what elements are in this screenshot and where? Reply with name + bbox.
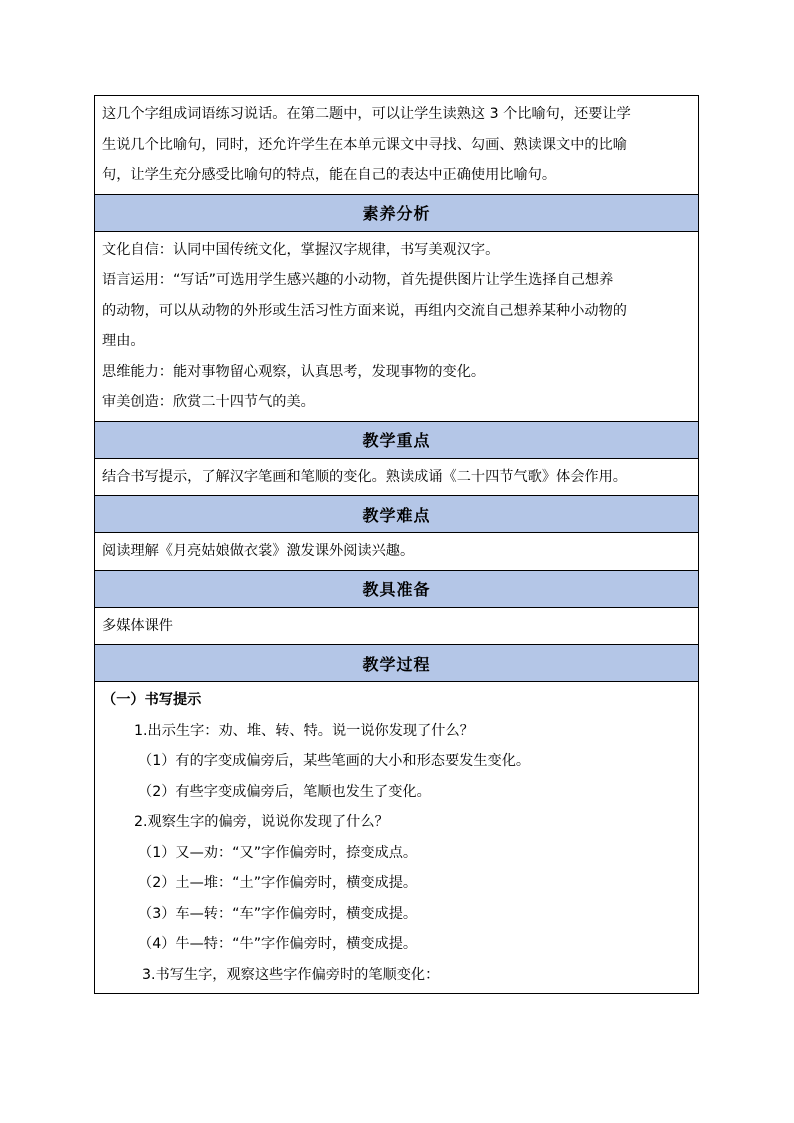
materials-text: 多媒体课件 xyxy=(102,617,173,634)
literacy-line: 思维能力：能对事物留心观察，认真思考，发现事物的变化。 xyxy=(102,363,486,380)
literacy-header: 素养分析 xyxy=(95,194,698,231)
process-item: （1）有的字变成偏旁后，某些笔画的大小和形态要发生变化。 xyxy=(138,753,531,769)
difficulties-text: 阅读理解《月亮姑娘做衣裳》激发课外阅读兴趣。 xyxy=(102,543,415,559)
key-points-text: 结合书写提示，了解汉字笔画和笔顺的变化。熟读成诵《二十四节气歌》体会作用。 xyxy=(102,468,627,485)
intro-line: 生说几个比喻句，同时，还允许学生在本单元课文中寻找、勾画、熟读课文中的比喻 xyxy=(102,136,627,153)
process-item: （2）有些字变成偏旁后，笔顺也发生了变化。 xyxy=(138,783,431,800)
literacy-line: 语言运用：“写话”可选用学生感兴趣的小动物，首先提供图片让学生选择自己想养 xyxy=(102,272,614,288)
literacy-line: 理由。 xyxy=(102,333,145,349)
key-points-header: 教学重点 xyxy=(95,421,698,458)
process-item: （3）车—转：“车”字作偏旁时，横变成提。 xyxy=(138,905,418,922)
intro-cell xyxy=(95,96,698,194)
process-item: （2）土—堆：“土”字作偏旁时，横变成提。 xyxy=(138,875,418,891)
process-item: （4）牛—特：“牛”字作偏旁时，横变成提。 xyxy=(138,936,418,952)
literacy-line: 的动物，可以从动物的外形或生活习性方面来说，再组内交流自己想养某种小动物的 xyxy=(102,302,627,319)
literacy-cell xyxy=(95,231,698,421)
process-step: 1.出示生字：劝、堆、转、特。说一说你发现了什么？ xyxy=(134,722,474,739)
literacy-line: 审美创造：欣赏二十四节气的美。 xyxy=(102,394,315,410)
process-subtitle: （一）书写提示 xyxy=(102,692,202,708)
difficulties-header: 教学难点 xyxy=(95,495,698,532)
process-header: 教学过程 xyxy=(95,644,698,681)
difficulties-cell xyxy=(95,532,698,570)
process-cell xyxy=(95,681,698,993)
key-points-cell xyxy=(95,458,698,496)
process-step: 3.书写生字，观察这些字作偏旁时的笔顺变化： xyxy=(142,966,440,983)
process-step: 2.观察生字的偏旁，说说你发现了什么？ xyxy=(134,814,389,830)
materials-header: 教具准备 xyxy=(95,570,698,607)
process-item: （1）又—劝：“又”字作偏旁时，捺变成点。 xyxy=(138,844,418,861)
intro-line: 这几个字组成词语练习说话。在第二题中，可以让学生读熟这 3 个比喻句，还要让学 xyxy=(102,106,631,122)
intro-line: 句，让学生充分感受比喻句的特点，能在自己的表达中正确使用比喻句。 xyxy=(102,167,557,183)
lesson-plan-table xyxy=(94,95,699,994)
literacy-line: 文化自信：认同中国传统文化，掌握汉字规律，书写美观汉字。 xyxy=(102,241,500,258)
materials-cell xyxy=(95,607,698,645)
